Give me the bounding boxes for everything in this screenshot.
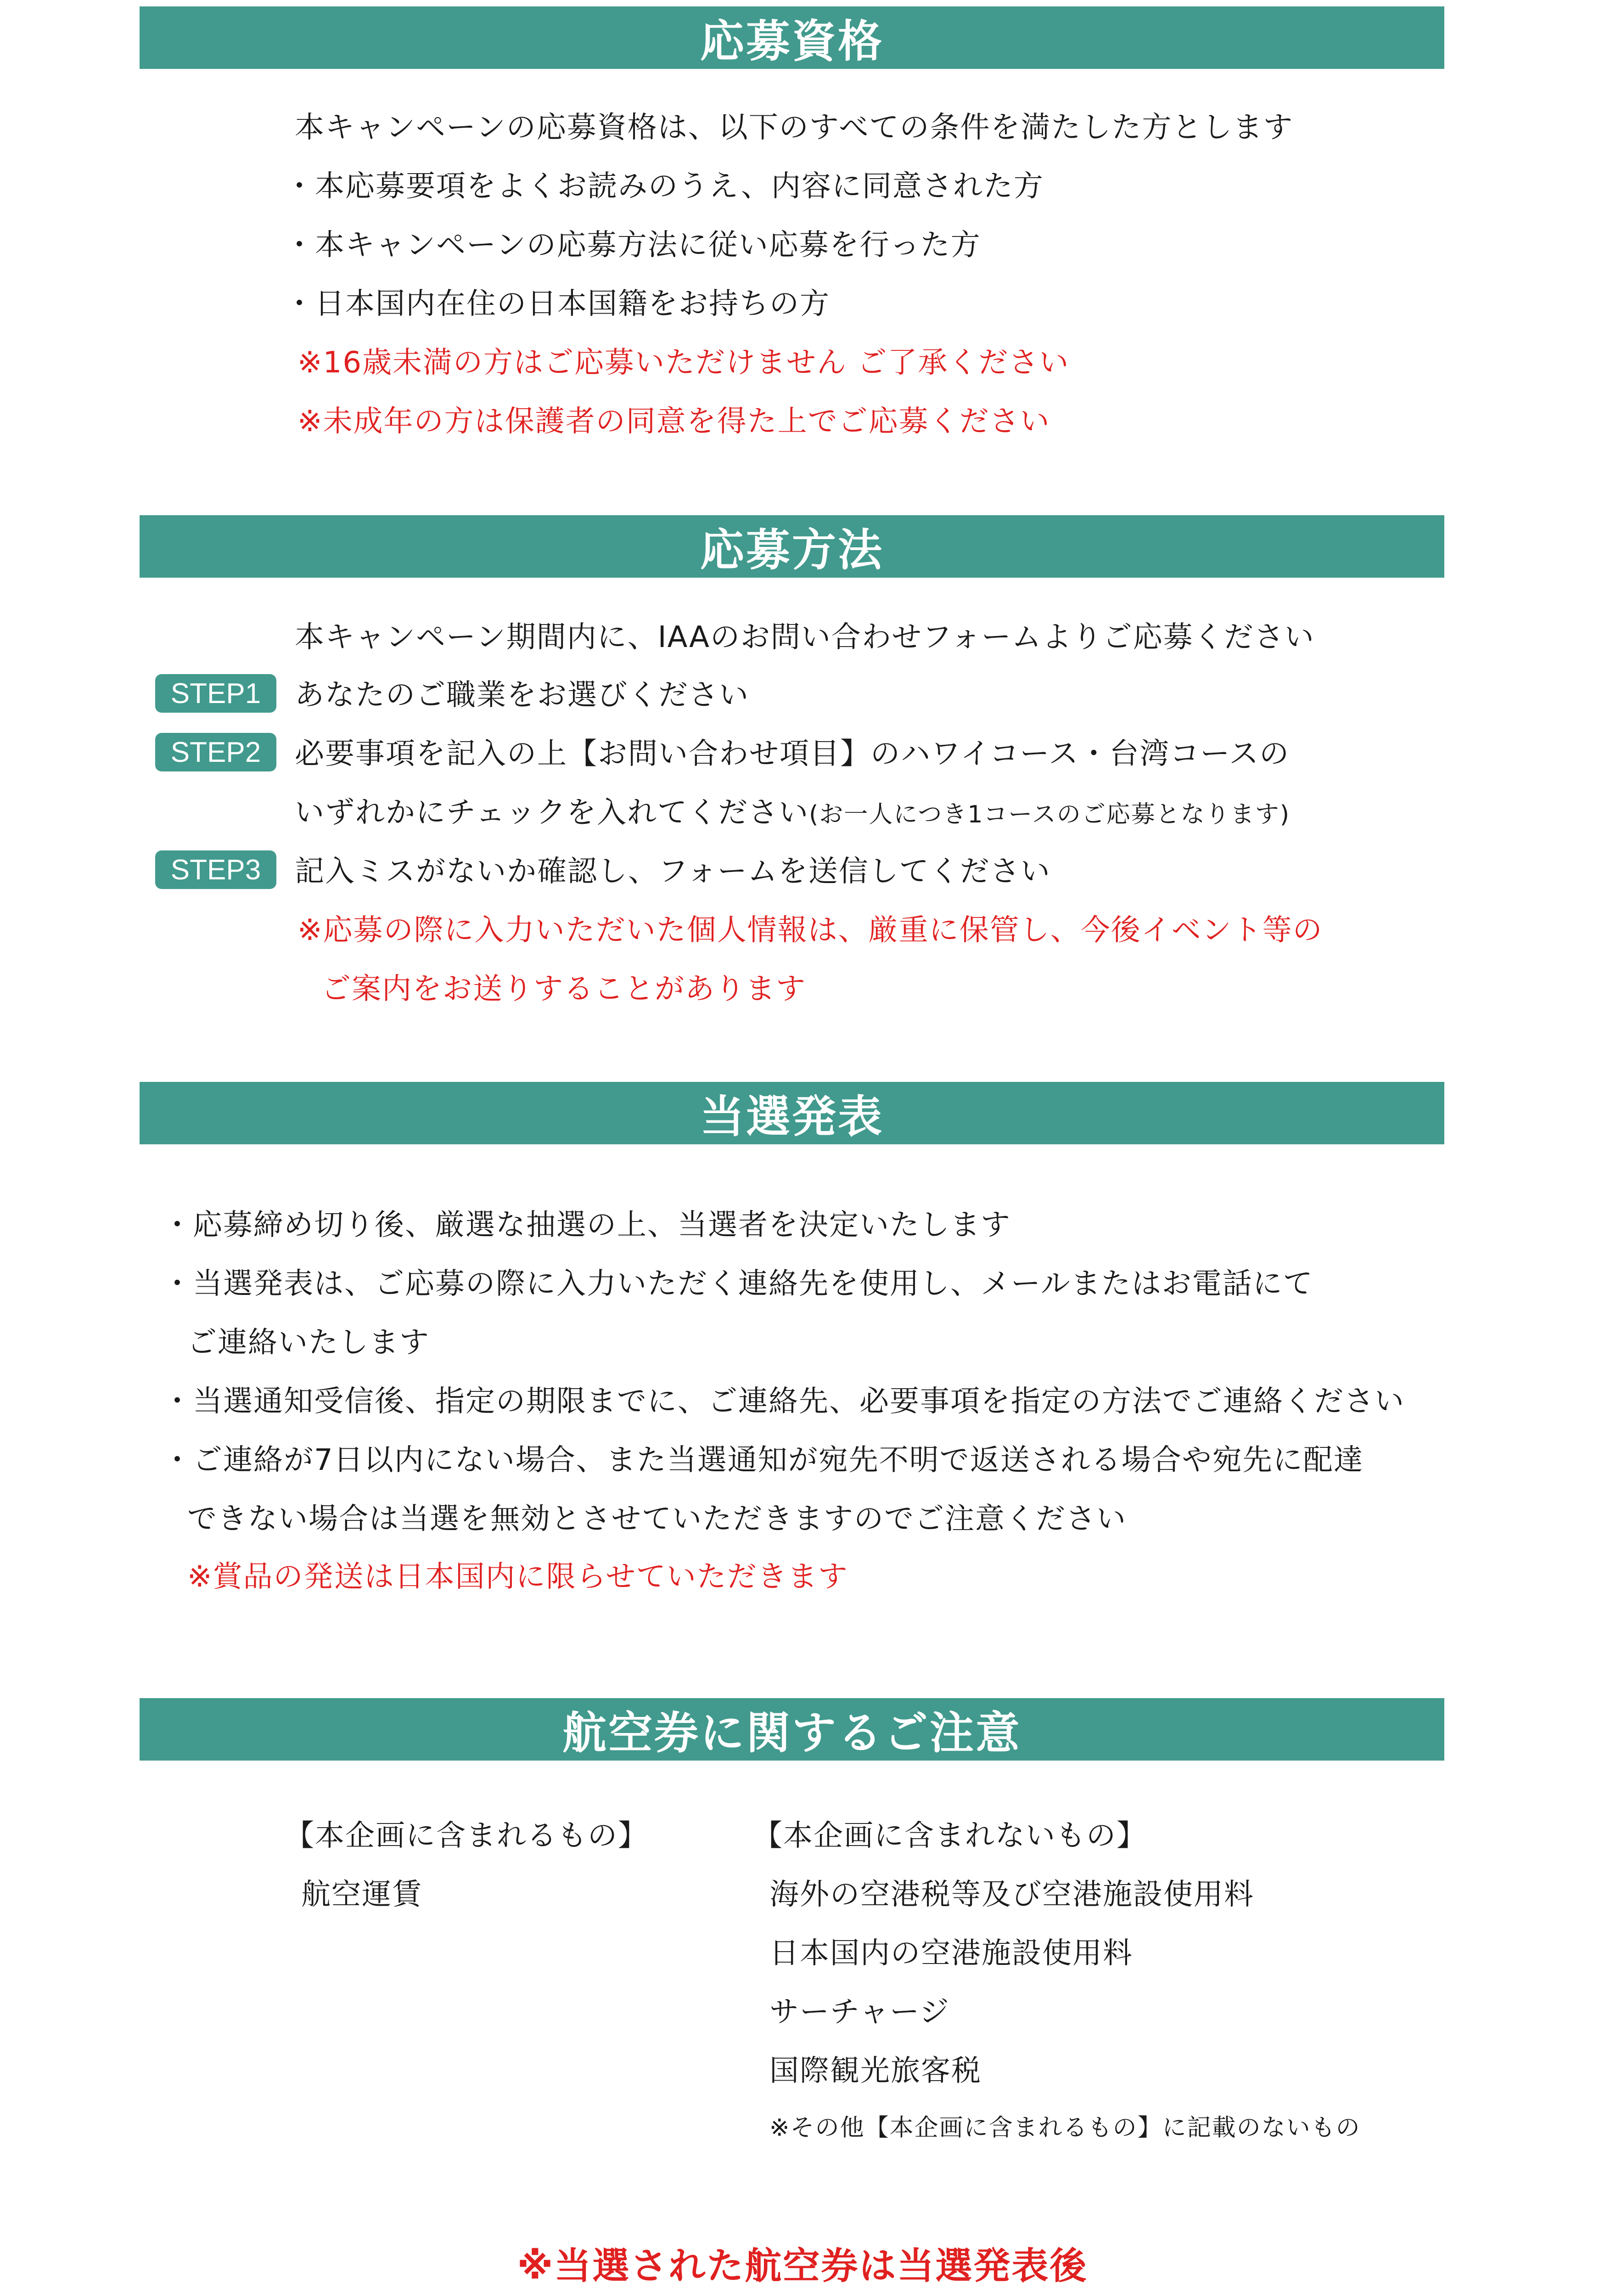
step-2-text-cont: [295, 796, 1291, 830]
eligibility-note: ※16歳未満の方はご応募いただけません ご了承ください: [297, 346, 1070, 380]
step-2-badge: STEP2: [155, 733, 276, 771]
step-3-text: 記入ミスがないか確認し、フォームを送信してください: [295, 855, 1051, 889]
method-note: ※応募の際に入力いただいた個人情報は、厳重に保管し、今後イベント等の: [297, 913, 1323, 947]
announcement-item-cont: できない場合は当選を無効とさせていただきますのでご注意ください: [187, 1502, 1127, 1536]
step-2-small-note: (お一人につき1コースのご応募となります): [809, 801, 1291, 828]
step-3-badge: STEP3: [155, 850, 276, 889]
included-item: 航空運賃: [301, 1878, 422, 1912]
announcement-note: ※賞品の発送は日本国内に限らせていただきます: [187, 1560, 848, 1594]
method-intro: 本キャンペーン期間内に、IAAのお問い合わせフォームよりご応募ください: [295, 620, 1315, 654]
eligibility-intro: 本キャンペーンの応募資格は、以下のすべての条件を満たした方とします: [295, 111, 1294, 145]
announcement-item: ・当選発表は、ご応募の際に入力いただく連絡先を使用し、メールまたはお電話にて: [163, 1267, 1313, 1301]
excluded-item: サーチャージ: [769, 1995, 950, 2029]
announcement-item: ・当選通知受信後、指定の期限までに、ご連絡先、必要事項を指定の方法でご連絡ください: [163, 1384, 1405, 1418]
eligibility-banner: 応募資格: [140, 6, 1444, 69]
announcement-item-cont: ご連絡いたします: [187, 1326, 430, 1360]
announcement-banner: 当選発表: [140, 1082, 1444, 1144]
excluded-item: 国際観光旅客税: [769, 2054, 982, 2088]
ticket-banner: 航空券に関するご注意: [140, 1698, 1444, 1761]
excluded-note: ※その他【本企画に含まれるもの】に記載のないもの: [769, 2114, 1361, 2142]
excluded-item: 海外の空港税等及び空港施設使用料: [769, 1878, 1254, 1912]
step-2-text-line2: いずれかにチェックを入れてください: [295, 796, 809, 830]
step-1-text: あなたのご職業をお選びください: [295, 678, 749, 712]
final-notice-line1: ※当選された航空券は当選発表後: [517, 2245, 1088, 2287]
eligibility-item: ・本キャンペーンの応募方法に従い応募を行った方: [285, 228, 981, 262]
excluded-item: 日本国内の空港施設使用料: [769, 1936, 1133, 1970]
method-note-cont: ご案内をお送りすることがあります: [321, 972, 806, 1006]
eligibility-note: ※未成年の方は保護者の同意を得た上でご応募ください: [297, 405, 1050, 439]
method-banner: 応募方法: [140, 515, 1444, 578]
announcement-item: ・ご連絡が7日以内にない場合、また当選通知が宛先不明で返送される場合や宛先に配達: [163, 1443, 1364, 1477]
included-header: 【本企画に含まれるもの】: [285, 1819, 648, 1853]
announcement-item: ・応募締め切り後、厳選な抽選の上、当選者を決定いたします: [163, 1208, 1011, 1242]
eligibility-item: ・本応募要項をよくお読みのうえ、内容に同意された方: [285, 169, 1044, 203]
excluded-header: 【本企画に含まれないもの】: [753, 1819, 1147, 1853]
step-2-text: 必要事項を記入の上【お問い合わせ項目】のハワイコース・台湾コースの: [295, 737, 1290, 771]
step-1-badge: STEP1: [155, 674, 276, 713]
eligibility-item: ・日本国内在住の日本国籍をお持ちの方: [285, 287, 830, 321]
